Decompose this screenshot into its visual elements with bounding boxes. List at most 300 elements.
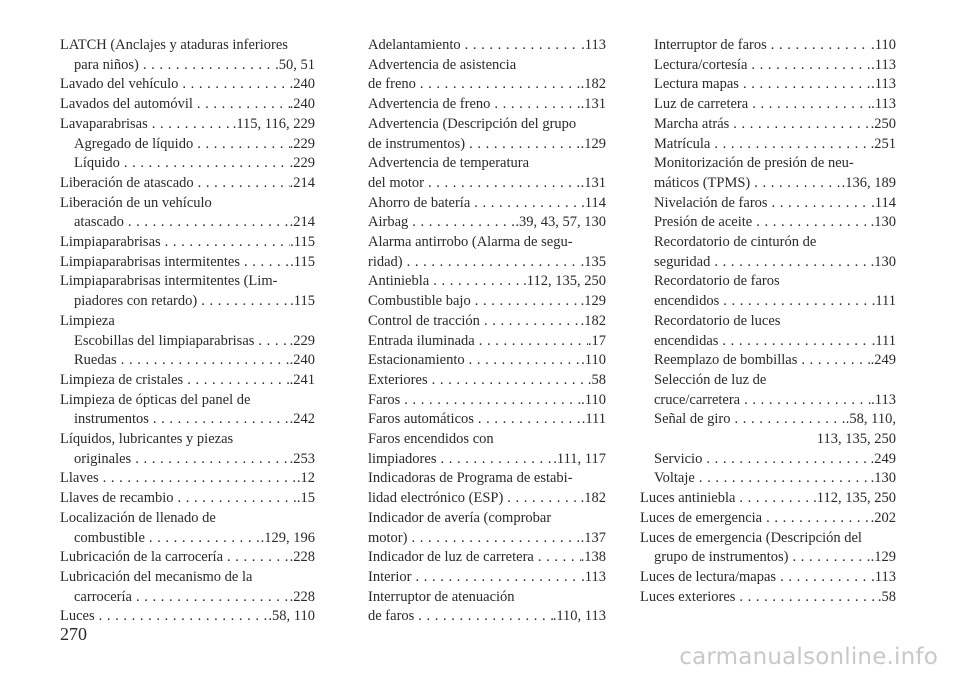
entry-term: Señal de giro (654, 411, 731, 428)
index-heading (368, 509, 606, 529)
page-ref: .58, 110 (268, 608, 315, 625)
page-ref: .112, 135, 250 (523, 273, 606, 290)
dot-leader (789, 548, 871, 568)
dot-leader (414, 607, 552, 627)
index-entry (60, 194, 315, 233)
index-heading (60, 194, 315, 214)
entry-term: Limpieza de cristales (60, 371, 184, 388)
index-entry (368, 430, 606, 469)
index-heading (60, 430, 315, 450)
index-entry (368, 371, 606, 391)
index-column-2 (368, 36, 606, 627)
dot-leader (748, 95, 871, 115)
index-line (640, 253, 896, 273)
entry-term: Faros automáticos (368, 411, 474, 428)
dot-leader (475, 332, 588, 352)
index-line (640, 75, 896, 95)
dot-leader (240, 253, 290, 273)
page-ref: .115 (290, 253, 315, 270)
dot-leader (408, 213, 515, 233)
page-ref: .111 (871, 293, 896, 310)
index-entry (60, 75, 315, 95)
index-heading (368, 154, 606, 174)
entry-term: Escobillas del limpiaparabrisas (74, 332, 255, 349)
index-entry (368, 588, 606, 627)
index-line (60, 95, 315, 115)
index-entry (60, 371, 315, 391)
index-entry (368, 292, 606, 312)
entry-term: Faros (368, 391, 401, 408)
index-entry (60, 509, 315, 548)
index-entry (640, 509, 896, 529)
index-entry (368, 548, 606, 568)
dot-leader (762, 509, 871, 529)
index-entry (60, 95, 315, 115)
index-line (640, 332, 896, 352)
index-line (60, 588, 315, 608)
index-line (640, 213, 896, 233)
page-ref: .114 (581, 194, 606, 211)
dot-leader (197, 292, 290, 312)
dot-leader (193, 95, 290, 115)
index-entry (368, 36, 606, 56)
page-ref: .129 (580, 135, 606, 152)
entry-term: carrocería (74, 588, 132, 605)
page-ref: .136, 189 (841, 174, 896, 191)
page-ref: .138 (580, 549, 606, 566)
index-entry (368, 391, 606, 411)
entry-term: Advertencia de asistencia (368, 56, 517, 73)
entry-term: grupo de instrumentos) (654, 549, 789, 566)
index-entry (60, 430, 315, 469)
page-ref: .130 (870, 214, 896, 231)
page-ref: .250 (870, 115, 896, 132)
entry-term: Recordatorio de luces (654, 312, 781, 329)
index-line (640, 292, 896, 312)
dot-leader (194, 174, 290, 194)
index-entry (368, 469, 606, 508)
index-line (60, 56, 315, 76)
page-ref: .249 (870, 352, 896, 369)
index-entry (640, 450, 896, 470)
dot-leader (702, 450, 870, 470)
dot-leader (747, 56, 871, 76)
dot-leader (719, 292, 871, 312)
dot-leader (776, 568, 871, 588)
page-ref: .135 (580, 253, 606, 270)
index-entry (640, 135, 896, 155)
dot-leader (767, 36, 871, 56)
index-entry (640, 213, 896, 233)
page-number: 270 (60, 624, 87, 644)
entry-term: Limpiaparabrisas intermitentes (Lim- (60, 273, 278, 290)
index-entry (640, 233, 896, 272)
page-ref: .111 (581, 411, 606, 428)
entry-term: Luces antiniebla (640, 490, 736, 507)
index-entry (640, 529, 896, 568)
index-line (640, 56, 896, 76)
index-entry (368, 95, 606, 115)
entry-term: cruce/carretera (654, 391, 741, 408)
index-entry (60, 607, 315, 627)
entry-term: Lubricación de la carrocería (60, 549, 224, 566)
index-line (60, 371, 315, 391)
page-ref: .110, 113 (552, 608, 606, 625)
entry-term: Nivelación de faros (654, 194, 768, 211)
index-line (368, 36, 606, 56)
page-ref: .182 (580, 76, 606, 93)
entry-term: Indicadoras de Programa de estabi- (368, 470, 573, 487)
index-line (368, 489, 606, 509)
index-line (368, 548, 606, 568)
entry-term: Servicio (654, 450, 703, 467)
entry-term: Indicador de avería (comprobar (368, 509, 552, 526)
dot-leader (99, 469, 297, 489)
dot-leader (411, 568, 581, 588)
index-line (640, 36, 896, 56)
entry-term: Ahorro de batería (368, 194, 471, 211)
page-ref: .241 (289, 371, 315, 388)
entry-term: Luz de carretera (654, 96, 749, 113)
index-heading (60, 272, 315, 292)
index-entry (60, 469, 315, 489)
entry-term: Llaves de recambio (60, 490, 174, 507)
index-heading (640, 529, 896, 549)
page-ref: .214 (289, 214, 315, 231)
entry-term: Faros encendidos con (368, 431, 494, 448)
entry-term: Lubricación del mecanismo de la (60, 568, 253, 585)
entry-term: Liberación de atascado (60, 174, 194, 191)
index-entry (368, 115, 606, 154)
index-entry (640, 410, 896, 449)
entry-term: Monitorización de presión de neu- (654, 155, 854, 172)
page-ref: .240 (289, 96, 315, 113)
entry-term: Líquidos, lubricantes y piezas (60, 431, 234, 448)
dot-leader (740, 391, 871, 411)
index-entry (368, 154, 606, 193)
index-line (640, 410, 896, 430)
index-heading (60, 568, 315, 588)
index-line (60, 607, 315, 627)
index-heading (368, 430, 606, 450)
dot-leader (117, 351, 290, 371)
dot-leader (429, 272, 523, 292)
entry-term: Limpiaparabrisas intermitentes (60, 253, 240, 270)
page-ref: .114 (871, 194, 896, 211)
dot-leader (710, 253, 870, 273)
page-ref: .228 (289, 588, 315, 605)
index-entry (640, 154, 896, 193)
dot-leader (735, 588, 877, 608)
entry-term: lidad electrónico (ESP) (368, 490, 504, 507)
index-heading (640, 233, 896, 253)
dot-leader (797, 351, 870, 371)
index-entry (640, 194, 896, 214)
entry-term: piadores con retardo) (74, 293, 198, 310)
index-entry (640, 272, 896, 311)
entry-term: Voltaje (654, 470, 695, 487)
dot-leader (768, 194, 872, 214)
page-ref: .202 (870, 509, 896, 526)
page-ref: .115 (290, 293, 315, 310)
index-line (368, 174, 606, 194)
index-line (368, 272, 606, 292)
index-entry (640, 351, 896, 371)
entry-term: Recordatorio de cinturón de (654, 234, 817, 251)
entry-term: Combustible bajo (368, 293, 471, 310)
entry-term: Antiniebla (368, 273, 430, 290)
index-line (640, 469, 896, 489)
index-entry (60, 312, 315, 332)
index-line (368, 607, 606, 627)
dot-leader (193, 135, 289, 155)
page-ref: .182 (580, 312, 606, 329)
entry-term: ridad) (368, 253, 403, 270)
entry-term: de freno (368, 76, 416, 93)
dot-leader (470, 194, 581, 214)
page-ref: .110 (871, 37, 896, 53)
index-line (640, 450, 896, 470)
index-heading (640, 430, 896, 450)
dot-leader (471, 292, 581, 312)
index-line (640, 194, 896, 214)
index-line (640, 548, 896, 568)
page-ref: .17 (587, 332, 606, 349)
index-line (60, 75, 315, 95)
page-ref: .129 (580, 293, 606, 310)
page-ref: .113 (871, 96, 896, 113)
index-entry (640, 56, 896, 76)
dot-leader (95, 607, 269, 627)
index-entry (640, 115, 896, 135)
index-line (368, 351, 606, 371)
entry-term: Lavados del automóvil (60, 96, 193, 113)
index-line (640, 174, 896, 194)
index-entry (368, 233, 606, 272)
page-ref: .240 (289, 352, 315, 369)
entry-term: Lectura mapas (654, 76, 739, 93)
index-line (368, 332, 606, 352)
page-ref: .113 (871, 568, 896, 585)
page-ref: .129, 196 (260, 529, 315, 546)
entry-term: Selección de luz de (654, 371, 767, 388)
index-entry (368, 194, 606, 214)
page-ref: .229 (289, 155, 315, 172)
index-line (368, 568, 606, 588)
dot-leader (534, 548, 581, 568)
index-entry (640, 312, 896, 351)
index-line (60, 332, 315, 352)
page-ref: .112, 135, 250 (813, 490, 896, 507)
page-ref: .12 (296, 470, 315, 487)
index-line (640, 489, 896, 509)
entry-term: Marcha atrás (654, 115, 730, 132)
entry-term: Interruptor de atenuación (368, 588, 515, 605)
entry-term: Advertencia de temperatura (368, 155, 530, 172)
index-line (640, 568, 896, 588)
index-line (60, 410, 315, 430)
entry-term: Matrícula (654, 135, 711, 152)
entry-term: Interruptor de faros (654, 37, 767, 53)
index-line (60, 115, 315, 135)
index-line (368, 410, 606, 430)
dot-leader (149, 410, 290, 430)
entry-term: Advertencia de freno (368, 96, 491, 113)
entry-term: Exteriores (368, 371, 428, 388)
dot-leader (436, 450, 553, 470)
index-entry (640, 371, 896, 410)
index-entry (640, 588, 896, 608)
entry-term: Luces exteriores (640, 588, 736, 605)
dot-leader (223, 548, 290, 568)
index-line (60, 469, 315, 489)
dot-leader (465, 135, 581, 155)
page-ref: .115, 116, 229 (232, 115, 315, 132)
index-entry (640, 568, 896, 588)
entry-term: Interior (368, 568, 412, 585)
index-heading (368, 115, 606, 135)
entry-term: originales (74, 450, 132, 467)
index-entry (368, 213, 606, 233)
index-line (640, 115, 896, 135)
index-entry (60, 391, 315, 430)
entry-term: Lavaparabrisas (60, 115, 148, 132)
index-heading (640, 272, 896, 292)
index-line (368, 253, 606, 273)
entry-term: Recordatorio de faros (654, 273, 780, 290)
entry-term: Airbag (368, 214, 409, 231)
index-entry (60, 115, 315, 135)
index-entry (368, 332, 606, 352)
entry-term: Advertencia (Descripción del grupo (368, 115, 577, 132)
page-ref: .130 (870, 470, 896, 487)
index-heading (368, 469, 606, 489)
entry-term: encendidas (654, 332, 719, 349)
dot-leader (718, 332, 871, 352)
page-ref: .110 (581, 352, 606, 369)
page-ref: .229 (289, 332, 315, 349)
index-entry (368, 509, 606, 548)
dot-leader (750, 174, 841, 194)
entry-term: para niños) (74, 56, 139, 73)
page-ref: .130 (870, 253, 896, 270)
page-ref: .58 (587, 371, 606, 388)
page-ref: .115 (290, 234, 315, 251)
index-entry (368, 568, 606, 588)
index-entry (368, 272, 606, 292)
page-ref: .214 (289, 174, 315, 191)
entry-term: Limpiaparabrisas (60, 234, 161, 251)
entry-term: motor) (368, 529, 408, 546)
index-heading (60, 509, 315, 529)
entry-term: Luces de lectura/mapas (640, 568, 777, 585)
page-ref: .131 (580, 96, 606, 113)
entry-term: Luces de emergencia (640, 509, 763, 526)
index-entry (368, 351, 606, 371)
index-line (60, 213, 315, 233)
entry-term: Limpieza de ópticas del panel de (60, 391, 251, 408)
entry-term: Liberación de un vehículo (60, 194, 212, 211)
index-line (60, 529, 315, 549)
entry-term: Ruedas (74, 352, 117, 369)
entry-term: seguridad (654, 253, 711, 270)
entry-term: Alarma antirrobo (Alarma de segu- (368, 234, 573, 251)
index-line (60, 489, 315, 509)
page-ref: .113 (581, 37, 606, 53)
dot-leader (145, 529, 261, 549)
dot-leader (729, 115, 870, 135)
dot-leader (739, 75, 871, 95)
index-entry (368, 312, 606, 332)
index-entry (60, 36, 315, 75)
dot-leader (428, 371, 588, 391)
entry-term: del motor (368, 174, 424, 191)
index-line (640, 588, 896, 608)
index-entry (60, 548, 315, 568)
entry-term: de instrumentos) (368, 135, 466, 152)
entry-term: Limpieza (60, 312, 115, 329)
dot-leader (178, 75, 289, 95)
dot-leader (503, 489, 580, 509)
entry-term: Luces (60, 608, 95, 625)
entry-term: Reemplazo de bombillas (654, 352, 798, 369)
page-ref: .39, 43, 57, 130 (515, 214, 606, 231)
entry-term: Presión de aceite (654, 214, 753, 231)
entry-term: de faros (368, 608, 415, 625)
index-line (368, 135, 606, 155)
index-line (640, 351, 896, 371)
entry-term: atascado (74, 214, 124, 231)
dot-leader (161, 233, 290, 253)
index-line (368, 292, 606, 312)
dot-leader (695, 469, 871, 489)
page-ref: .240 (289, 76, 315, 93)
index-line (60, 292, 315, 312)
index-entry (368, 56, 606, 95)
page-ref: .228 (289, 549, 315, 566)
dot-leader (474, 410, 582, 430)
index-line (368, 391, 606, 411)
index-line (640, 391, 896, 411)
index-entry (60, 351, 315, 371)
index-line (60, 174, 315, 194)
entry-term: Lectura/cortesía (654, 56, 748, 73)
dot-leader (480, 312, 581, 332)
index-column-3 (640, 36, 896, 607)
index-heading (368, 233, 606, 253)
page-ref: .137 (580, 529, 606, 546)
dot-leader (403, 253, 581, 273)
page-ref: .113 (871, 76, 896, 93)
index-heading (60, 312, 315, 332)
entry-term: Llaves (60, 470, 99, 487)
dot-leader (120, 154, 290, 174)
entry-term: instrumentos (74, 411, 149, 428)
page-ref: .111 (871, 332, 896, 349)
index-heading (368, 56, 606, 76)
entry-term: 113, 135, 250 (816, 431, 896, 448)
dot-leader (416, 75, 581, 95)
dot-leader (407, 529, 580, 549)
index-entry (60, 135, 315, 155)
entry-term: Localización de llenado de (60, 509, 216, 526)
index-entry (640, 36, 896, 56)
index-line (368, 194, 606, 214)
entry-term: limpiadores (368, 450, 437, 467)
dot-leader (735, 489, 813, 509)
entry-term: combustible (74, 529, 145, 546)
entry-term: Adelantamiento (368, 37, 461, 53)
